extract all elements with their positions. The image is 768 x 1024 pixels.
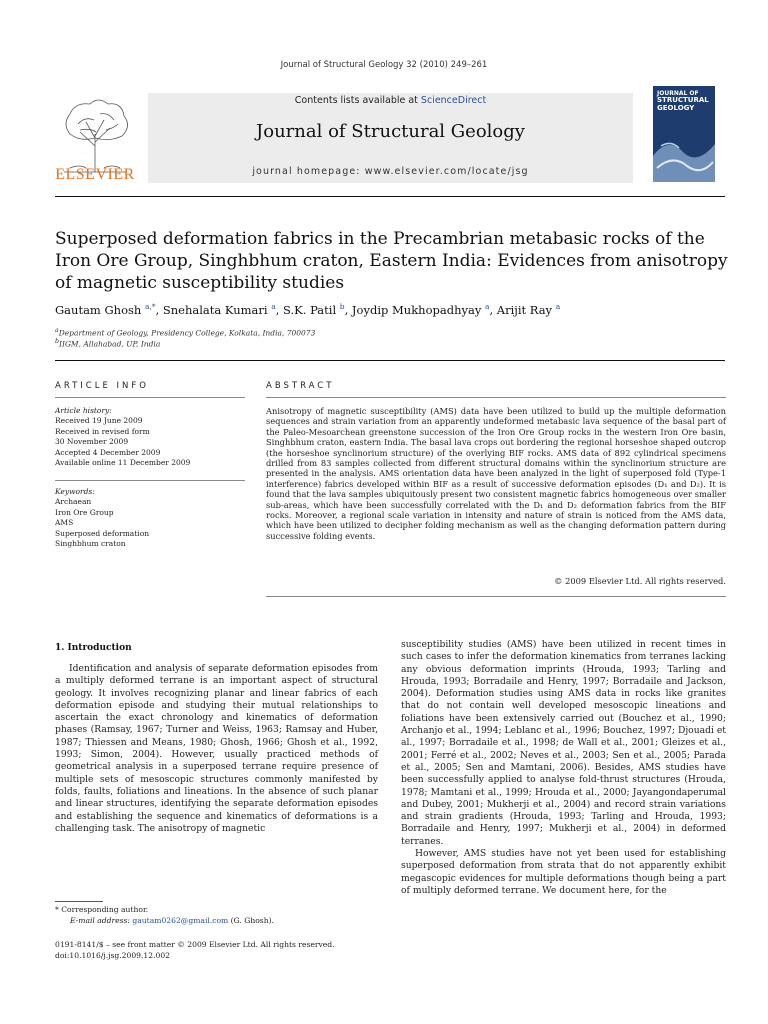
article-info-rule [55, 397, 245, 398]
author: Snehalata Kumari [162, 302, 268, 317]
intro-right-column [401, 639, 726, 897]
author-list: Gautam Ghosh $^{a,*}$, Snehalata Kumari $^a$, S.K. Patil $^b$, Joydip Mukhopadhyay $^a$, Arijit Ray $^a$ [55, 302, 561, 317]
contents-available-line [148, 95, 633, 106]
abstract-heading: ABSTRACT [266, 381, 335, 391]
keywords-label: Keywords: [55, 487, 95, 496]
author-sup[interactable]: a [484, 302, 490, 311]
article-history [55, 406, 235, 468]
history-label: Article history: [55, 406, 112, 415]
journal-reference: Journal of Structural Geology 32 (2010) 249–261 [280, 60, 488, 70]
abstract-rule [266, 596, 726, 597]
sciencedirect-link[interactable]: ScienceDirect [420, 95, 487, 106]
history-item: Received 19 June 2009 [55, 416, 143, 426]
author-sup[interactable]: a,* [144, 302, 156, 311]
copyright-line: © 2009 Elsevier Ltd. All rights reserved. [554, 576, 726, 586]
elsevier-wordmark: ELSEVIER [55, 166, 135, 183]
author: S.K. Patil [283, 302, 337, 317]
article-info-rule [55, 480, 245, 481]
history-item: Available online 11 December 2009 [55, 458, 191, 468]
keyword: Superposed deformation [55, 528, 150, 538]
cover-text-line: JOURNAL OF [657, 90, 699, 97]
doi-line[interactable]: doi:10.1016/j.jsg.2009.12.002 [55, 951, 170, 960]
history-item: Received in revised form [55, 426, 150, 436]
keyword: AMS [55, 518, 74, 528]
affiliation [55, 338, 160, 349]
email-link[interactable]: gautam0262@gmail.com [132, 916, 229, 925]
contents-prefix: Contents lists available at [294, 95, 421, 106]
email-label: E-mail address: [70, 916, 133, 925]
history-item: 30 November 2009 [55, 437, 129, 447]
email-suffix: (G. Ghosh). [228, 916, 274, 925]
article-info-heading: ARTICLE INFO [55, 381, 149, 391]
footnote-rule [55, 901, 103, 902]
journal-cover-image [653, 86, 715, 182]
cover-art [653, 126, 715, 182]
corresponding-author-note: * Corresponding author. [55, 905, 149, 914]
email-note [70, 916, 274, 925]
author: Gautam Ghosh [55, 302, 142, 317]
intro-left-column: Identification and analysis of separate deformation episodes from a multiply deformed terrane is an important aspect of structural geology. It involves recognizing planar and linear fabrics of each deformation episode and studying their mutual relationships to ascertain the exact chronology and kinematics of deformation phases (Ramsay, 1967; Turner and Weiss, 1963; Ramsay and Huber, 1987; Thiessen and Means, 1980; Ghosh, 1966; Ghosh et al., 1992, 1993; Simon, 2004). However, usually practiced methods of geometrical analysis in a superposed terrane require presence of multiple sets of mesoscopic structures commonly manifested by folds, faults, foliations and lineations. In the absence of such planar and linear structures, identifying the separate deformation episodes and establishing the sequence and kinematics of deformations is a challenging task. The anisotropy of magnetic [55, 663, 378, 834]
affiliation [55, 327, 315, 338]
article-title: Superposed deformation fabrics in the Precambrian metabasic rocks of the Iron Ore Group, Singhbhum craton, Eastern India: Evidences from anisotropy of magnetic susceptibility studies [55, 229, 728, 293]
keywords [55, 487, 235, 549]
abstract-rule [266, 397, 726, 398]
keyword: Iron Ore Group [55, 507, 114, 517]
author: Joydip Mukhopadhyay [351, 302, 482, 317]
cover-text-line: GEOLOGY [657, 104, 695, 112]
journal-homepage[interactable]: journal homepage: www.elsevier.com/locate/jsg [252, 166, 529, 177]
header-rule [55, 196, 725, 197]
section-rule [55, 360, 725, 361]
affiliation-sup: b [55, 338, 60, 345]
history-item: Accepted 4 December 2009 [55, 447, 161, 457]
author-sup[interactable]: b [339, 302, 345, 311]
introduction-heading: 1. Introduction [55, 643, 132, 653]
journal-title: Journal of Structural Geology [256, 121, 525, 142]
affiliation-sup: a [55, 327, 59, 334]
cover-text-line: STRUCTURAL [657, 96, 709, 104]
affiliation-text: IIGM, Allahabad, UP, India [59, 339, 161, 349]
intro-paragraph: susceptibility studies (AMS) have been utilized in recent times in such cases to infer the deformation kinematics from terranes lacking any obvious deformation imprints (Hrouda, 1993; Tarling and Hrouda, 1993; Borradaile and Henry, 1997; Borradaile and Jackson, 2004). Deformation studies using AMS data in rocks like granites that do not contain well developed mesoscopic lineations and foliations have been extensively carried out (Bouchez et al., 1990; Archanjo et al., 1994; Leblanc et al., 1996; Bouchez, 1997; Djouadi et al., 1997; Borradaile et al., 1998; de Wall et al., 2001; Gleizes et al., 2001; Ferré et al., 2002; Neves et al., 2003; Sen et al., 2005; Parada et al., 2005; Sen and Mamtani, 2006). Besides, AMS studies have been successfully applied to analyse fold-thrust structures (Hrouda, 1978; Mamtani et al., 1999; Hrouda et al., 2000; Jayangondaperumal and Dubey, 2001; Mukherji et al., 2004) and record strain variations and strain gradients (Hrouda, 1993; Tarling and Hrouda, 1993; Borradaile and Henry, 1997; Mukherji et al., 2004) in deformed terranes. [401, 639, 726, 847]
keyword: Archaean [55, 497, 92, 507]
keyword: Singhbhum craton [55, 539, 126, 549]
author-sup[interactable]: a [271, 302, 276, 311]
author-sup[interactable]: a [555, 302, 561, 311]
author: Arijit Ray [496, 302, 553, 317]
intro-paragraph: However, AMS studies have not yet been used for establishing superposed deformation from strata that do not apparently exhibit megascopic evidences for multiple deformations though being a part of multiply deformed terrane. We document here, for the [401, 848, 726, 896]
abstract-text: Anisotropy of magnetic susceptibility (AMS) data have been utilized to build up the multiple deformation sequences and strain variation from an apparently undeformed metabasic lava sequence of the basal part of the Paleo-Mesoarchean greenstone succession of the Iron Ore Group rocks in the western Iron Ore basin, Singhbhum craton, eastern India. The basal lava crops out bordering the regional horseshoe shaped outcrop (the horseshoe synclinorium structure) of the overlying BIF rocks. AMS data of 892 cylindrical specimens drilled from 83 samples collected from different structural domains within the synclinorium structure are presented in the analysis. AMS orientation data have been analyzed in the light of superposed fold (Type-1 interference) fabrics developed within BIF as a result of successive deformation episodes (D₁ and D₂). It is found that the lava samples ubiquitously present two consistent magnetic fabrics homogeneous over smaller sub-areas, which have been successfully correlated with the D₁ and D₂ deformation fabrics from the BIF rocks. Moreover, a regional scale variation in intensity and nature of strain is noticed from the AMS data, which have been utilized to decipher folding mechanism as well as the changing deformation pattern during successive folding events. [266, 406, 726, 541]
issn-line: 0191-8141/$ – see front matter © 2009 Elsevier Ltd. All rights reserved. [55, 940, 335, 949]
affiliation-text: Department of Geology, Presidency College, Kolkata, India, 700073 [58, 328, 316, 338]
